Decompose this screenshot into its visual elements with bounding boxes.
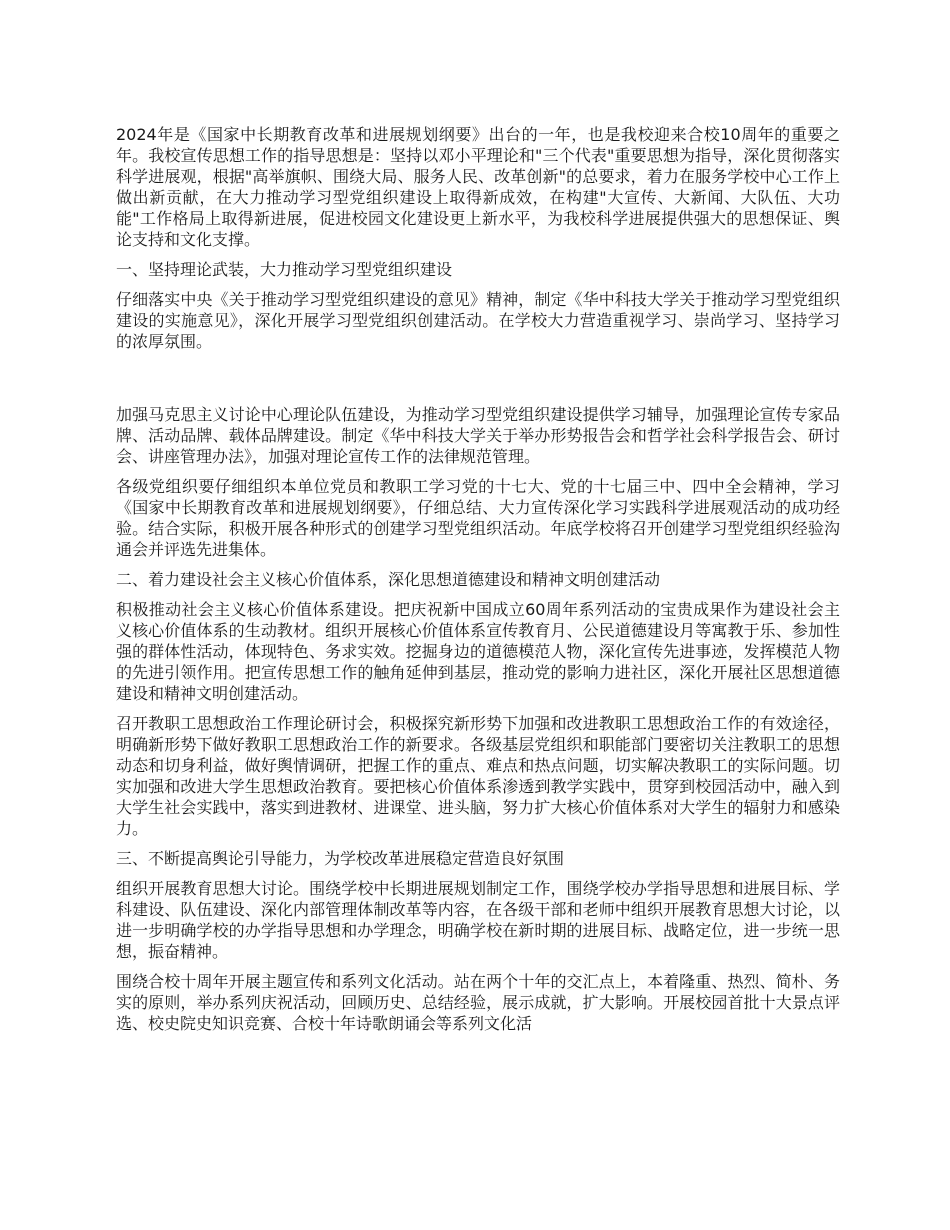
section-heading-1: 一、坚持理论武装，大力推动学习型党组织建设 [116, 260, 453, 279]
document-page [116, 124, 840, 1043]
section-1-paragraph-3: 各级党组织要仔细组织本单位党员和教职工学习党的十七大、党的十七届三中、四中全会精神，学习《国家中长期教育改革和进展规划纲要》，仔细总结、大力宣传深化学习实践科学进展观活动的成功经验。结合实际，积极开展各种形式的创建学习型党组织活动。年底学校将召开创建学习型党组织经验沟通会并评选先进集体。 [116, 477, 840, 559]
section-1-paragraph-2: 加强马克思主义讨论中心理论队伍建设，为推动学习型党组织建设提供学习辅导，加强理论宣传专家品牌、活动品牌、载体品牌建设。制定《华中科技大学关于举办形势报告会和哲学社会科学报告会、研讨会、讲座管理办法》，加强对理论宣传工作的法律规范管理。 [116, 405, 840, 466]
section-1-paragraph-1: 仔细落实中央《关于推动学习型党组织建设的意见》精神，制定《华中科技大学关于推动学习型党组织建设的实施意见》，深化开展学习型党组织创建活动。在学校大力营造重视学习、崇尚学习、坚持学习的浓厚氛围。 [116, 290, 840, 351]
section-3-paragraph-2: 围绕合校十周年开展主题宣传和系列文化活动。站在两个十年的交汇点上，本着隆重、热烈、简朴、务实的原则，举办系列庆祝活动，回顾历史、总结经验，展示成就，扩大影响。开展校园首批十大景点评选、校史院史知识竞赛、合校十年诗歌朗诵会等系列文化活 [116, 972, 840, 1033]
section-heading-2: 二、着力建设社会主义核心价值体系，深化思想道德建设和精神文明创建活动 [116, 570, 661, 589]
section-2-paragraph-2: 召开教职工思想政治工作理论研讨会，积极探究新形势下加强和改进教职工思想政治工作的有效途径，明确新形势下做好教职工思想政治工作的新要求。各级基层党组织和职能部门要密切关注教职工的思想动态和切身利益，做好舆情调研，把握工作的重点、难点和热点问题，切实解决教职工的实际问题。切实加强和改进大学生思想政治教育。要把核心价值体系渗透到教学实践中，贯穿到校园活动中，融入到大学生社会实践中，落实到进教材、进课堂、进头脑，努力扩大核心价值体系对大学生的辐射力和感染力。 [116, 714, 840, 838]
intro-paragraph: 2024年是《国家中长期教育改革和进展规划纲要》出台的一年，也是我校迎来合校10周年的重要之年。我校宣传思想工作的指导思想是：坚持以邓小平理论和"三个代表"重要思想为指导，深化贯彻落实科学进展观，根据"高举旗帜、围绕大局、服务人民、改革创新"的总要求，着力在服务学校中心工作上做出新贡献，在大力推动学习型党组织建设上取得新成效，在构建"大宣传、大新闻、大队伍、大功能"工作格局上取得新进展，促进校园文化建设更上新水平，为我校科学进展提供强大的思想保证、舆论支持和文化支撑。 [116, 125, 840, 249]
blank-gap [116, 361, 840, 404]
section-3-paragraph-1: 组织开展教育思想大讨论。围绕学校中长期进展规划制定工作，围绕学校办学指导思想和进展目标、学科建设、队伍建设、深化内部管理体制改革等内容，在各级干部和老师中组织开展教育思想大讨论，以进一步明确学校的办学指导思想和办学理念，明确学校在新时期的进展目标、战略定位，进一步统一思想，振奋精神。 [116, 879, 840, 961]
section-2-paragraph-1: 积极推动社会主义核心价值体系建设。把庆祝新中国成立60周年系列活动的宝贵成果作为建设社会主义核心价值体系的生动教材。组织开展核心价值体系宣传教育月、公民道德建设月等寓教于乐、参加性强的群体性活动，体现特色、务求实效。挖掘身边的道德模范人物，深化宣传先进事迹，发挥模范人物的先进引领作用。把宣传思想工作的触角延伸到基层，推动党的影响力进社区，深化开展社区思想道德建设和精神文明创建活动。 [116, 600, 840, 703]
section-heading-3: 三、不断提高舆论引导能力，为学校改革进展稳定营造良好氛围 [116, 849, 565, 868]
